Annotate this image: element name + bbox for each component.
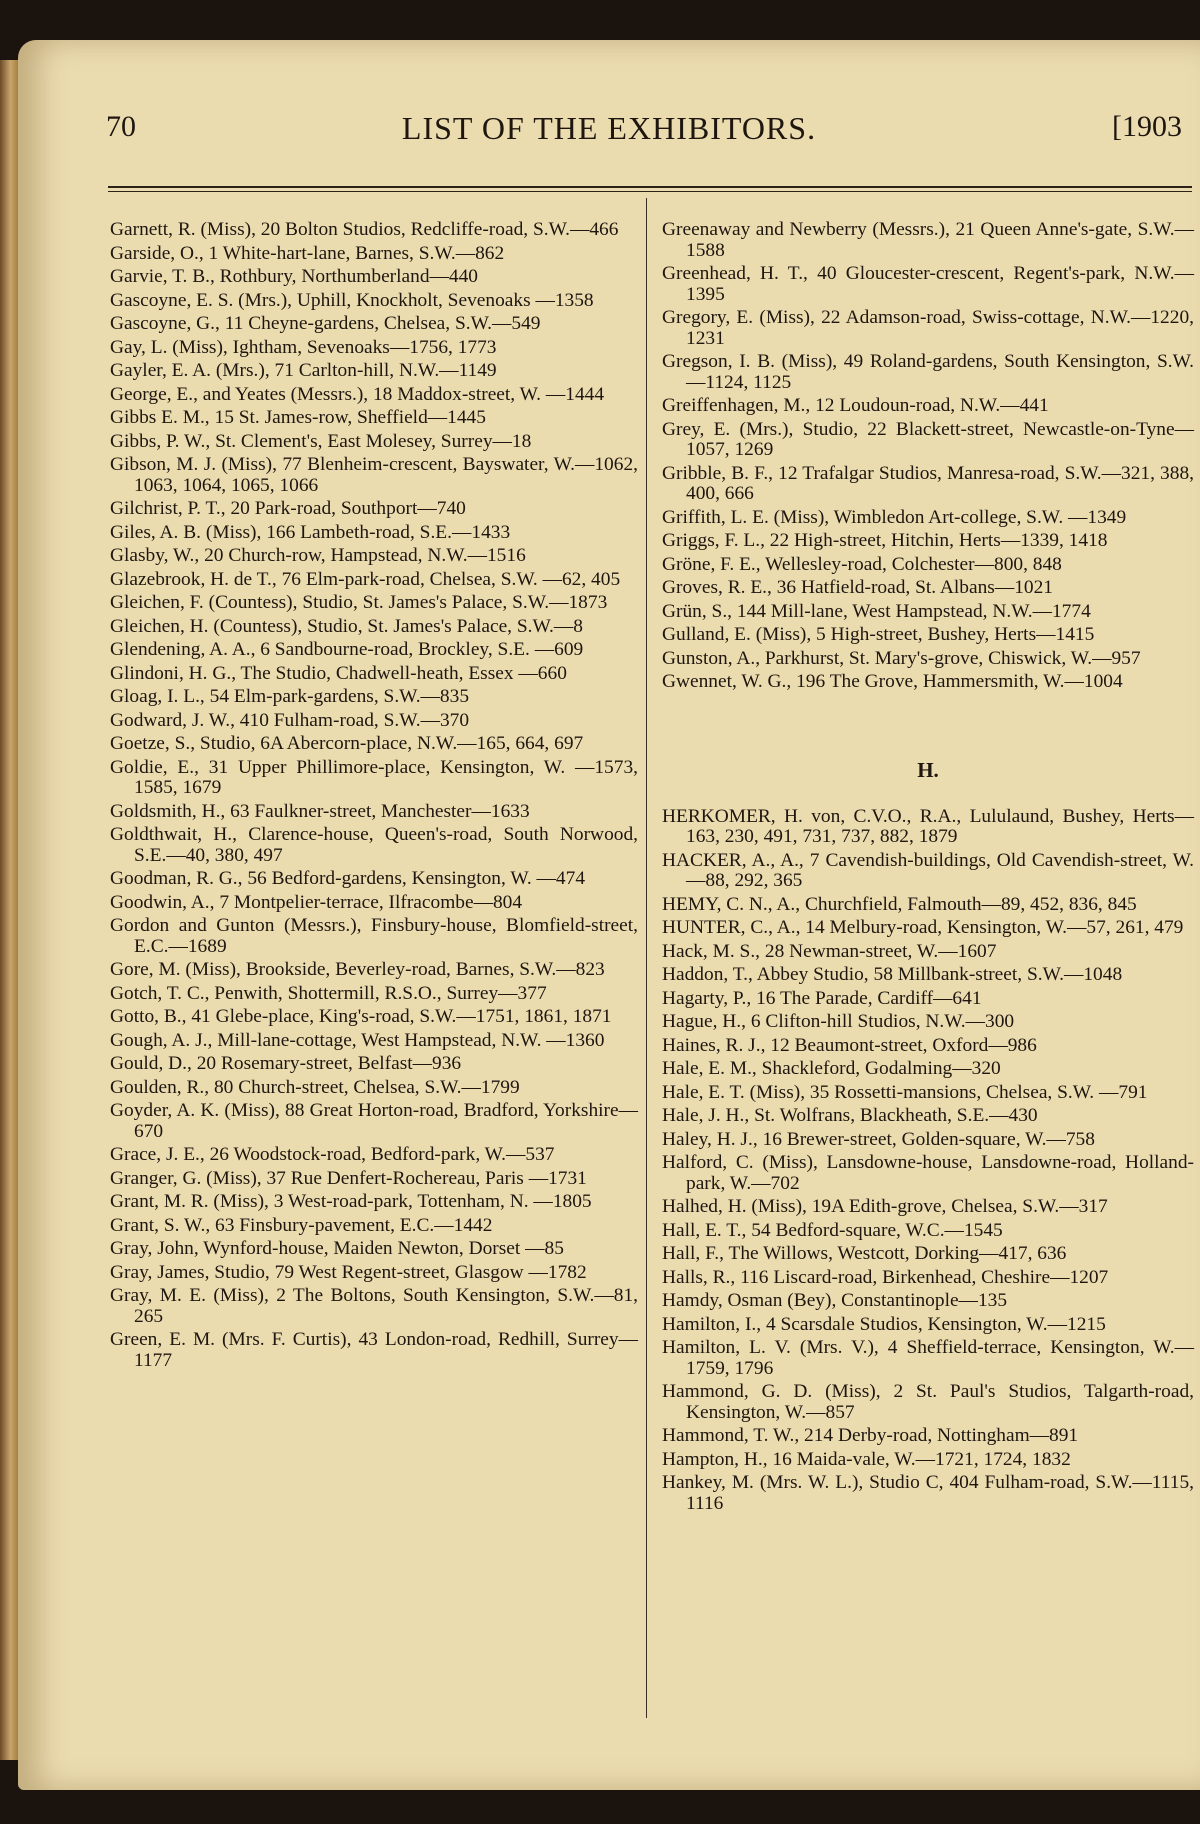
exhibitor-entry: Gregson, I. B. (Miss), 49 Roland-gardens, South Kensington, S.W.—1124, 1125 bbox=[662, 351, 1194, 393]
exhibitor-entry: Gotch, T. C., Penwith, Shottermill, R.S.O., Surrey—377 bbox=[110, 982, 547, 1004]
exhibitor-entry: Gwennet, W. G., 196 The Grove, Hammersmith, W.—1004 bbox=[662, 671, 1123, 692]
exhibitor-entry: Garnett, R. (Miss), 20 Bolton Studios, Redcliffe-road, S.W.—466 bbox=[110, 219, 619, 240]
exhibitor-entry: Gunston, A., Parkhurst, St. Mary's-grove, Chiswick, W.—957 bbox=[662, 647, 1141, 669]
exhibitor-entry: Gough, A. J., Mill-lane-cottage, West Hampstead, N.W. —1360 bbox=[110, 1029, 605, 1051]
exhibitor-entry: Hagarty, P., 16 The Parade, Cardiff—641 bbox=[662, 987, 982, 1009]
exhibitor-entry: Gay, L. (Miss), Ightham, Sevenoaks—1756, 1773 bbox=[110, 336, 497, 358]
header-rule-thin bbox=[108, 191, 1192, 192]
exhibitor-entry: Goodman, R. G., 56 Bedford-gardens, Kensington, W. —474 bbox=[110, 868, 586, 889]
exhibitor-entry: Greenaway and Newberry (Messrs.), 21 Queen Anne's-gate, S.W.—1588 bbox=[662, 219, 1194, 261]
exhibitor-entry: Greiffenhagen, M., 12 Loudoun-road, N.W.—441 bbox=[662, 395, 1049, 416]
exhibitor-entry: Hall, E. T., 54 Bedford-square, W.C.—1545 bbox=[662, 1219, 1003, 1241]
right-column-h-entries bbox=[662, 807, 1194, 1515]
exhibitor-entry: Gleichen, H. (Countess), Studio, St. James's Palace, S.W.—8 bbox=[110, 615, 583, 637]
exhibitor-entry: Grace, J. E., 26 Woodstock-road, Bedford-park, W.—537 bbox=[110, 1144, 555, 1165]
exhibitor-entry: Gascoyne, G., 11 Cheyne-gardens, Chelsea, S.W.—549 bbox=[110, 313, 541, 334]
exhibitor-entry: Gray, James, Studio, 79 West Regent-street, Glasgow —1782 bbox=[110, 1261, 587, 1283]
exhibitor-entry: Hack, M. S., 28 Newman-street, W.—1607 bbox=[662, 940, 997, 962]
exhibitor-entry: Hammond, G. D. (Miss), 2 St. Paul's Studios, Talgarth-road, Kensington, W.—857 bbox=[662, 1381, 1194, 1423]
exhibitor-entry: George, E., and Yeates (Messrs.), 18 Maddox-street, W. —1444 bbox=[110, 383, 605, 405]
exhibitor-entry: Goetze, S., Studio, 6A Abercorn-place, N.W.—165, 664, 697 bbox=[110, 733, 584, 754]
exhibitor-entry: HUNTER, C., A., 14 Melbury-road, Kensington, W.—57, 261, 479 bbox=[662, 917, 1184, 938]
right-column-g-entries bbox=[662, 220, 1194, 693]
section-heading: H. bbox=[917, 757, 939, 782]
exhibitor-entry: Halford, C. (Miss), Lansdowne-house, Lansdowne-road, Holland-park, W.—702 bbox=[662, 1152, 1194, 1194]
book-page bbox=[18, 40, 1200, 1790]
exhibitor-entry: Gleichen, F. (Countess), Studio, St. James's Palace, S.W.—1873 bbox=[110, 592, 608, 613]
exhibitor-entry: HACKER, A., A., 7 Cavendish-buildings, Old Cavendish-street, W.—88, 292, 365 bbox=[662, 849, 1194, 891]
exhibitor-entry: Gayler, E. A. (Mrs.), 71 Carlton-hill, N.W.—1149 bbox=[110, 360, 497, 381]
exhibitor-entry: Glendening, A. A., 6 Sandbourne-road, Brockley, S.E. —609 bbox=[110, 639, 584, 660]
exhibitor-entry: Gibbs E. M., 15 St. James-row, Sheffield—1445 bbox=[110, 407, 486, 428]
exhibitor-entry: Groves, R. E., 36 Hatfield-road, St. Albans—1021 bbox=[662, 577, 1053, 598]
exhibitor-entry: Griggs, F. L., 22 High-street, Hitchin, Herts—1339, 1418 bbox=[662, 530, 1108, 551]
exhibitor-entry: Gray, M. E. (Miss), 2 The Boltons, South Kensington, S.W.—81, 265 bbox=[110, 1285, 638, 1327]
column-divider bbox=[646, 198, 647, 1718]
exhibitor-entry: Halhed, H. (Miss), 19A Edith-grove, Chelsea, S.W.—317 bbox=[662, 1196, 1108, 1217]
running-header bbox=[18, 110, 1200, 160]
exhibitor-entry: Gibson, M. J. (Miss), 77 Blenheim-crescent, Bayswater, W.—1062, 1063, 1064, 1065, 1066 bbox=[110, 454, 638, 496]
exhibitor-entry: Grant, M. R. (Miss), 3 West-road-park, Tottenham, N. —1805 bbox=[110, 1191, 592, 1212]
exhibitor-entry: Giles, A. B. (Miss), 166 Lambeth-road, S.E.—1433 bbox=[110, 521, 511, 543]
exhibitor-entry: Gilchrist, P. T., 20 Park-road, Southport—740 bbox=[110, 498, 466, 519]
page-number: 70 bbox=[106, 110, 136, 143]
exhibitor-entry: Gotto, B., 41 Glebe-place, King's-road, S.W.—1751, 1861, 1871 bbox=[110, 1006, 612, 1027]
exhibitor-entry: Granger, G. (Miss), 37 Rue Denfert-Rochereau, Paris —1731 bbox=[110, 1167, 587, 1189]
exhibitor-entry: Gulland, E. (Miss), 5 High-street, Bushey, Herts—1415 bbox=[662, 624, 1095, 645]
exhibitor-entry: Gloag, I. L., 54 Elm-park-gardens, S.W.—835 bbox=[110, 686, 470, 707]
exhibitor-entry: Haley, H. J., 16 Brewer-street, Golden-square, W.—758 bbox=[662, 1128, 1095, 1150]
exhibitor-entry: Garside, O., 1 White-hart-lane, Barnes, S.W.—862 bbox=[110, 242, 505, 264]
exhibitor-entry: Green, E. M. (Mrs. F. Curtis), 43 London-road, Redhill, Surrey—1177 bbox=[110, 1329, 638, 1371]
exhibitor-entry: Hale, E. M., Shackleford, Godalming—320 bbox=[662, 1058, 1001, 1079]
exhibitor-entry: Hammond, T. W., 214 Derby-road, Nottingham—891 bbox=[662, 1425, 1079, 1446]
exhibitor-entry: Grant, S. W., 63 Finsbury-pavement, E.C.—1442 bbox=[110, 1214, 493, 1236]
exhibitor-entry: Garvie, T. B., Rothbury, Northumberland—440 bbox=[110, 266, 479, 287]
exhibitor-entry: Gibbs, P. W., St. Clement's, East Molesey, Surrey—18 bbox=[110, 430, 532, 452]
exhibitor-entry: HERKOMER, H. von, C.V.O., R.A., Lululaund, Bushey, Herts—163, 230, 491, 731, 737, 882, 1879 bbox=[662, 805, 1194, 847]
exhibitor-entry: Hale, E. T. (Miss), 35 Rossetti-mansions, Chelsea, S.W. —791 bbox=[662, 1081, 1148, 1103]
exhibitor-entry: Goldsmith, H., 63 Faulkner-street, Manchester—1633 bbox=[110, 800, 530, 822]
exhibitor-entry: Halls, R., 116 Liscard-road, Birkenhead, Cheshire—1207 bbox=[662, 1266, 1109, 1288]
exhibitor-entry: Goyder, A. K. (Miss), 88 Great Horton-road, Bradford, Yorkshire—670 bbox=[110, 1100, 638, 1142]
exhibitor-entry: Hankey, M. (Mrs. W. L.), Studio C, 404 Fulham-road, S.W.—1115, 1116 bbox=[662, 1472, 1194, 1514]
left-column bbox=[110, 220, 638, 1374]
exhibitor-entry: Glazebrook, H. de T., 76 Elm-park-road, Chelsea, S.W. —62, 405 bbox=[110, 568, 621, 590]
exhibitor-entry: Gregory, E. (Miss), 22 Adamson-road, Swiss-cottage, N.W.—1220, 1231 bbox=[662, 307, 1194, 349]
exhibitor-entry: Hamilton, L. V. (Mrs. V.), 4 Sheffield-terrace, Kensington, W.—1759, 1796 bbox=[662, 1337, 1194, 1379]
exhibitor-entry: Hamilton, I., 4 Scarsdale Studios, Kensington, W.—1215 bbox=[662, 1313, 1106, 1335]
exhibitor-entry: Gribble, B. F., 12 Trafalgar Studios, Manresa-road, S.W.—321, 388, 400, 666 bbox=[662, 462, 1194, 504]
exhibitor-entry: Gascoyne, E. S. (Mrs.), Uphill, Knockholt, Sevenoaks —1358 bbox=[110, 289, 594, 311]
exhibitor-entry: Hale, J. H., St. Wolfrans, Blackheath, S.E.—430 bbox=[662, 1105, 1038, 1126]
exhibitor-entry: Hamdy, Osman (Bey), Constantinople—135 bbox=[662, 1290, 1008, 1311]
exhibitor-entry: Hampton, H., 16 Maida-vale, W.—1721, 1724, 1832 bbox=[662, 1448, 1071, 1470]
exhibitor-entry: Grün, S., 144 Mill-lane, West Hampstead, N.W.—1774 bbox=[662, 600, 1091, 622]
exhibitor-entry: Gordon and Gunton (Messrs.), Finsbury-house, Blomfield-street, E.C.—1689 bbox=[110, 915, 638, 957]
exhibitor-entry: Godward, J. W., 410 Fulham-road, S.W.—370 bbox=[110, 709, 470, 731]
page-title: LIST OF THE EXHIBITORS. bbox=[401, 110, 817, 146]
exhibitor-entry: Hall, F., The Willows, Westcott, Dorking—417, 636 bbox=[662, 1243, 1067, 1264]
exhibitor-entry: Glasby, W., 20 Church-row, Hampstead, N.W.—1516 bbox=[110, 545, 526, 566]
section-spacer bbox=[662, 696, 1194, 758]
exhibitor-entry: HEMY, C. N., A., Churchfield, Falmouth—89, 452, 836, 845 bbox=[662, 893, 1137, 915]
exhibitor-entry: Gröne, F. E., Wellesley-road, Colchester—800, 848 bbox=[662, 553, 1062, 575]
exhibitor-entry: Haddon, T., Abbey Studio, 58 Millbank-street, S.W.—1048 bbox=[662, 964, 1123, 985]
header-year: [1903 bbox=[1112, 110, 1182, 143]
exhibitor-entry: Glindoni, H. G., The Studio, Chadwell-heath, Essex —660 bbox=[110, 662, 567, 684]
exhibitor-entry: Goldthwait, H., Clarence-house, Queen's-road, South Norwood, S.E.—40, 380, 497 bbox=[110, 824, 638, 866]
exhibitor-entry: Greenhead, H. T., 40 Gloucester-crescent, Regent's-park, N.W.—1395 bbox=[662, 263, 1194, 305]
header-rule bbox=[108, 186, 1192, 188]
exhibitor-entry: Grey, E. (Mrs.), Studio, 22 Blackett-street, Newcastle-on-Tyne—1057, 1269 bbox=[662, 418, 1194, 460]
exhibitor-entry: Haines, R. J., 12 Beaumont-street, Oxford—986 bbox=[662, 1034, 1037, 1056]
exhibitor-entry: Hague, H., 6 Clifton-hill Studios, N.W.—300 bbox=[662, 1011, 1015, 1032]
right-column bbox=[662, 220, 1194, 1517]
exhibitor-entry: Gore, M. (Miss), Brookside, Beverley-road, Barnes, S.W.—823 bbox=[110, 959, 605, 980]
exhibitor-entry: Gray, John, Wynford-house, Maiden Newton, Dorset —85 bbox=[110, 1238, 564, 1259]
exhibitor-entry: Goodwin, A., 7 Montpelier-terrace, Ilfracombe—804 bbox=[110, 891, 523, 913]
exhibitor-entry: Gould, D., 20 Rosemary-street, Belfast—936 bbox=[110, 1053, 462, 1074]
exhibitor-entry: Goulden, R., 80 Church-street, Chelsea, S.W.—1799 bbox=[110, 1076, 520, 1098]
exhibitor-entry: Goldie, E., 31 Upper Phillimore-place, Kensington, W. —1573, 1585, 1679 bbox=[110, 756, 638, 798]
exhibitor-entry: Griffith, L. E. (Miss), Wimbledon Art-college, S.W. —1349 bbox=[662, 506, 1127, 528]
